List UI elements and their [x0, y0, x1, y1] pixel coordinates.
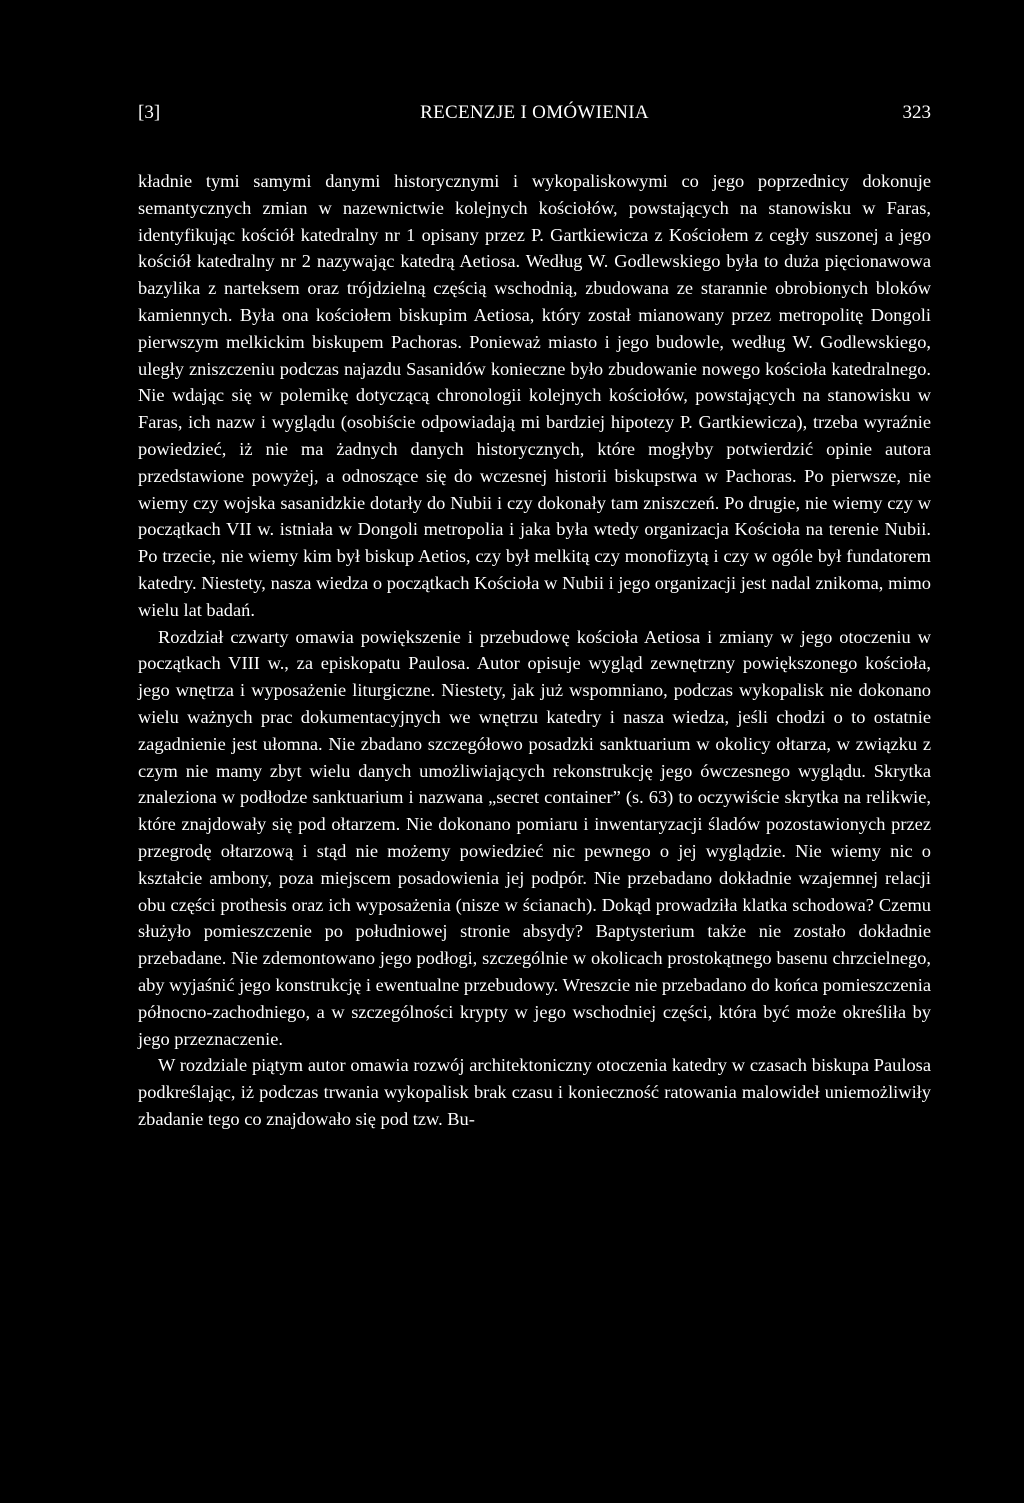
- paragraph-chapter-five: W rozdziale piątym autor omawia rozwój architektoniczny otoczenia katedry w czasach biskupa Paulosa podkreślając, iż podczas trwania wykopalisk brak czasu i konieczność ratowania malowideł uniemożliwiły zbadanie tego co znajdowało się pod tzw. Bu-: [138, 1055, 931, 1129]
- running-title: RECENZJE I OMÓWIENIA: [420, 102, 649, 123]
- body-text: [138, 168, 931, 1133]
- running-header: [138, 96, 931, 130]
- document-page: [138, 96, 931, 1133]
- page-number: 323: [902, 102, 931, 123]
- section-number: [3]: [138, 102, 161, 123]
- paragraph-chapter-four: Rozdział czwarty omawia powiększenie i przebudowę kościoła Aetiosa i zmiany w jego otoczeniu w początkach VIII w., za episkopatu Paulosa. Autor opisuje wygląd zewnętrzny powiększonego kościoła, jego wnętrza i wyposażenie liturgiczne. Niestety, jak już wspomniano, podczas wykopalisk nie dokonano wielu ważnych prac dokumentacyjnych we wnętrzu katedry i nasza wiedza, jeśli chodzi o to ostatnie zagadnienie jest ułomna. Nie zbadano szczegółowo posadzki sanktuarium w okolicy ołtarza, w związku z czym nie mamy zbyt wielu danych umożliwiających rekonstrukcję jego ówczesnego wyglądu. Skrytka znaleziona w podłodze sanktuarium i nazwana „secret container” (s. 63) to oczywiście skrytka na relikwie, które znajdowały się pod ołtarzem. Nie dokonano pomiaru i inwentaryzacji śladów pozostawionych przez przegrodę ołtarzową i stąd nie możemy powiedzieć nic pewnego o jej wyglądzie. Nie wiemy nic o kształcie ambony, poza miejscem posadowienia jej podpór. Nie przebadano dokładnie wzajemnej relacji obu części prothesis oraz ich wyposażenia (nisze w ścianach). Dokąd prowadziła klatka schodowa? Czemu służyło pomieszczenie po południowej stronie absydy? Baptysterium także nie zostało dokładnie przebadane. Nie zdemontowano jego podłogi, szczególnie w okolicach prostokątnego basenu chrzcielnego, aby wyjaśnić jego konstrukcję i ewentualne przebudowy. Wreszcie nie przebadano do końca pomieszczenia północno-zachodniego, a w szczególności krypty w jego wschodniej części, która być może określiła by jego przeznaczenie.: [138, 626, 931, 1049]
- paragraph-continuation: kładnie tymi samymi danymi historycznymi i wykopaliskowymi co jego poprzednicy dokonuje semantycznych zmian w nazewnictwie kolejnych kościołów, powstających na stanowisku w Faras, identyfikując kościół katedralny nr 1 opisany przez P. Gartkiewicza z Kościołem z cegły suszonej a jego kościół katedralny nr 2 nazywając katedrą Aetiosa. Według W. Godlewskiego była to duża pięcionawowa bazylika z narteksem oraz trójdzielną częścią wschodnią, zbudowana ze starannie obrobionych bloków kamiennych. Była ona kościołem biskupim Aetiosa, który został mianowany przez metropolitę Dongoli pierwszym melkickim biskupem Pachoras. Ponieważ miasto i jego budowle, według W. Godlewskiego, uległy zniszczeniu podczas najazdu Sasanidów konieczne było zbudowanie nowego kościoła katedralnego. Nie wdając się w polemikę dotyczącą chronologii kolejnych kościołów, powstających na stanowisku w Faras, ich nazw i wyglądu (osobiście odpowiadają mi bardziej hipotezy P. Gartkiewicza), trzeba wyraźnie powiedzieć, iż nie ma żadnych danych historycznych, które mogłyby potwierdzić opinie autora przedstawione powyżej, a odnoszące się do wczesnej historii biskupstwa w Pachoras. Po pierwsze, nie wiemy czy wojska sasanidzkie dotarły do Nubii i czy dokonały tam zniszczeń. Po drugie, nie wiemy czy w początkach VII w. istniała w Dongoli metropolia i jaka była wtedy organizacja Kościoła na terenie Nubii. Po trzecie, nie wiemy kim był biskup Aetios, czy był melkitą czy monofizytą i czy w ogóle był fundatorem katedry. Niestety, nasza wiedza o początkach Kościoła w Nubii i jego organizacji jest nadal znikoma, mimo wielu lat badań.: [138, 171, 931, 620]
